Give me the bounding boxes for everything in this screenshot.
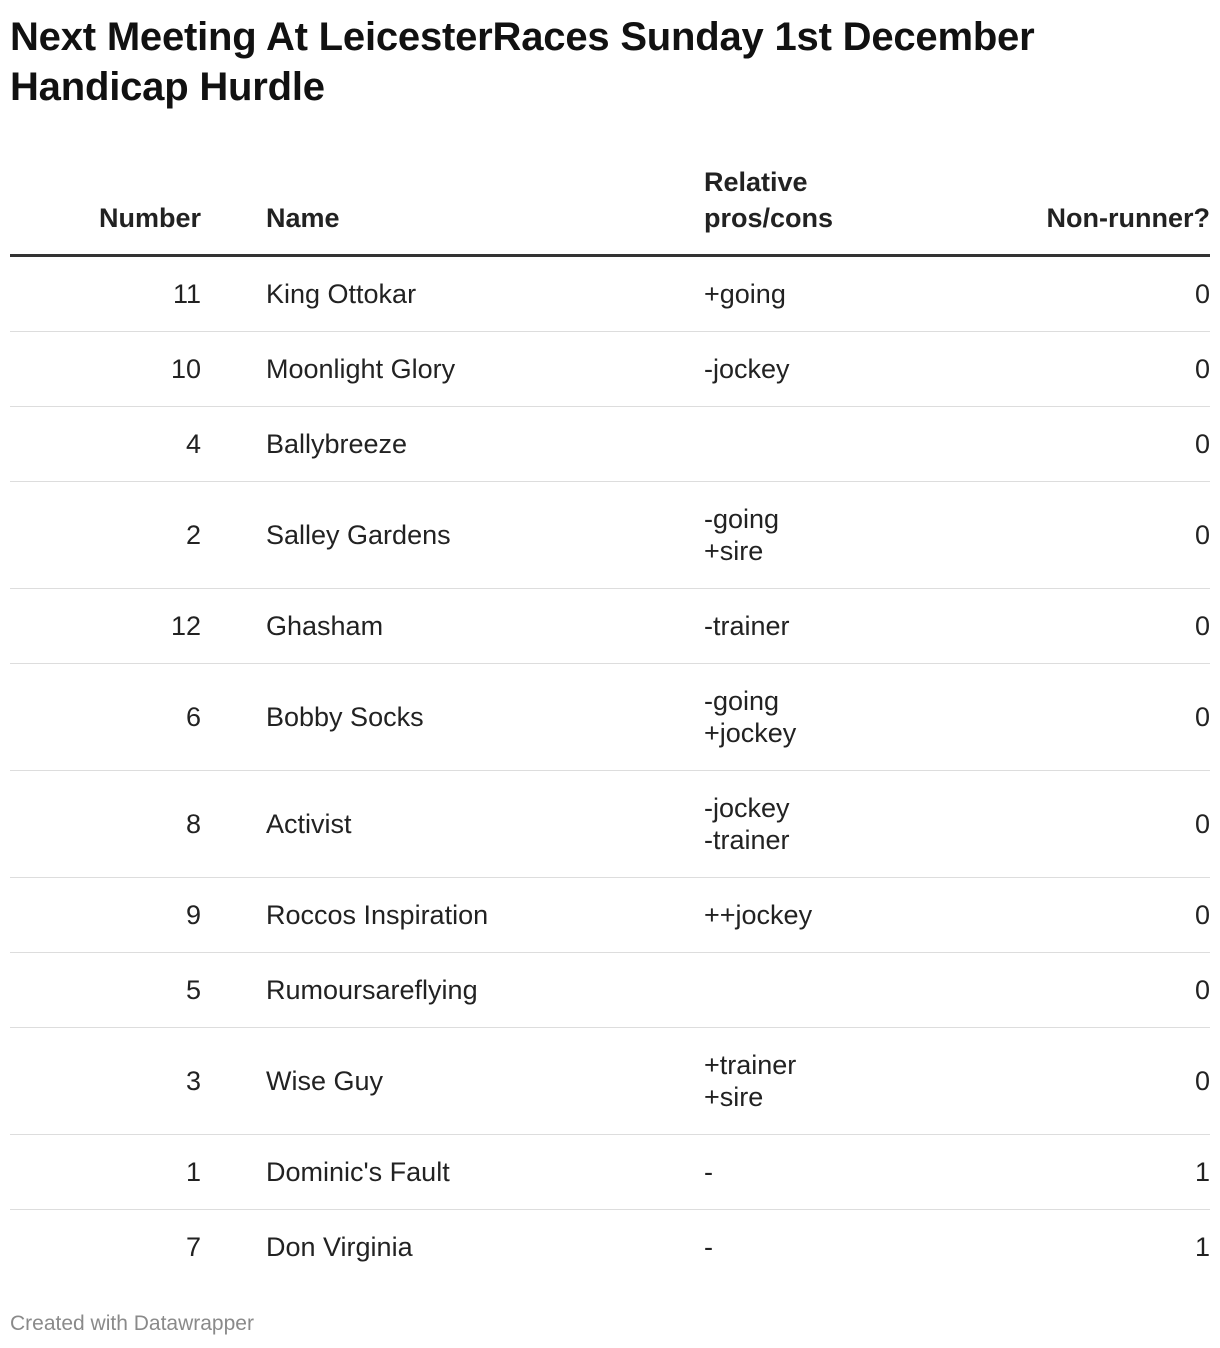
- cell-name: Ballybreeze: [266, 406, 704, 481]
- cell-non-runner: 0: [964, 406, 1210, 481]
- pros-cons-item: -jockey: [704, 792, 790, 823]
- header-pros-cons-label: Relative pros/cons: [704, 166, 834, 233]
- cell-non-runner: 0: [964, 481, 1210, 588]
- cell-spacer: [201, 1027, 266, 1134]
- cell-spacer: [201, 663, 266, 770]
- cell-name: Bobby Socks: [266, 663, 704, 770]
- cell-spacer: [201, 770, 266, 877]
- pros-cons-item: -trainer: [704, 610, 790, 641]
- table-row: [10, 952, 1210, 1027]
- cell-spacer: [201, 588, 266, 663]
- pros-cons-item: ++jockey: [704, 899, 813, 930]
- cell-number: 11: [10, 255, 201, 331]
- header-name: Name: [266, 162, 704, 255]
- cell-name: Don Virginia: [266, 1231, 413, 1262]
- header-pros-cons: [704, 162, 964, 255]
- cell-non-runner: 0: [964, 255, 1210, 331]
- cell-non-runner: 1: [964, 1134, 1210, 1209]
- cell-number: 6: [10, 663, 201, 770]
- table-row: [10, 331, 1210, 406]
- cell-spacer: [201, 1134, 266, 1209]
- chart-title: Next Meeting At LeicesterRaces Sunday 1st December Handicap Hurdle: [10, 15, 1035, 109]
- cell-pros-cons: [704, 770, 964, 877]
- pros-cons-item: -: [704, 1156, 713, 1187]
- cell-name: Dominic's Fault: [266, 1134, 704, 1209]
- cell-pros-cons: [704, 331, 964, 406]
- table-row: [10, 770, 1210, 877]
- header-number: Number: [10, 162, 201, 255]
- race-table: [10, 162, 1210, 1284]
- header-non-runner: Non-runner?: [964, 162, 1210, 255]
- cell-non-runner: 0: [964, 663, 1210, 770]
- cell-spacer: [201, 406, 266, 481]
- cell-non-runner: 0: [964, 952, 1210, 1027]
- table-row: [10, 1209, 1210, 1284]
- table-row: [10, 1134, 1210, 1209]
- cell-pros-cons: [704, 952, 964, 1027]
- pros-cons-item: +sire: [704, 535, 764, 566]
- table-row: [10, 588, 1210, 663]
- cell-pros-cons: [704, 1134, 964, 1209]
- cell-name: Moonlight Glory: [266, 331, 704, 406]
- cell-pros-cons: [704, 1027, 964, 1134]
- cell-number: 1: [10, 1134, 201, 1209]
- cell-pros-cons: [704, 255, 964, 331]
- table-body: [10, 255, 1210, 1284]
- pros-cons-item: -jockey: [704, 353, 790, 384]
- table-row: [10, 663, 1210, 770]
- table-row: [10, 481, 1210, 588]
- table-row: [10, 255, 1210, 331]
- cell-number: 5: [10, 952, 201, 1027]
- table-header: [10, 162, 1210, 255]
- cell-number: 9: [10, 877, 201, 952]
- cell-pros-cons: [704, 481, 964, 588]
- cell-pros-cons: [704, 877, 964, 952]
- cell-name: Wise Guy: [266, 1027, 704, 1134]
- cell-spacer: [201, 877, 266, 952]
- cell-pros-cons: [704, 1209, 964, 1284]
- cell-spacer: [201, 331, 266, 406]
- cell-pros-cons: [704, 588, 964, 663]
- cell-non-runner: 0: [964, 877, 1210, 952]
- cell-spacer: [201, 255, 266, 331]
- cell-non-runner: 0: [964, 770, 1210, 877]
- cell-non-runner: 0: [964, 588, 1210, 663]
- cell-spacer: [201, 952, 266, 1027]
- cell-name: Ghasham: [266, 588, 704, 663]
- pros-cons-item: +going: [704, 278, 786, 309]
- datawrapper-credit: Created with Datawrapper: [10, 1312, 254, 1335]
- cell-spacer: [201, 481, 266, 588]
- cell-spacer: [201, 1209, 266, 1284]
- cell-number: 12: [10, 588, 201, 663]
- cell-pros-cons: [704, 406, 964, 481]
- cell-name: Salley Gardens: [266, 481, 704, 588]
- cell-name: Rumoursareflying: [266, 952, 704, 1027]
- cell-name: King Ottokar: [266, 255, 704, 331]
- cell-non-runner: 0: [964, 1027, 1210, 1134]
- cell-number: 10: [10, 331, 201, 406]
- cell-name: Activist: [266, 770, 704, 877]
- table-row: [10, 877, 1210, 952]
- pros-cons-item: -: [704, 1231, 713, 1262]
- table-row: [10, 406, 1210, 481]
- cell-number: 3: [10, 1027, 201, 1134]
- cell-number: 2: [10, 481, 201, 588]
- pros-cons-item: -going: [704, 685, 780, 716]
- pros-cons-item: +jockey: [704, 717, 797, 748]
- header-spacer: [201, 162, 266, 255]
- cell-non-runner: 0: [964, 331, 1210, 406]
- cell-non-runner: 1: [1194, 1231, 1210, 1262]
- cell-name: Roccos Inspiration: [266, 877, 704, 952]
- pros-cons-item: +sire: [704, 1081, 764, 1112]
- chart-container: [10, 0, 1210, 112]
- cell-pros-cons: [704, 663, 964, 770]
- pros-cons-item: -trainer: [704, 824, 790, 855]
- cell-number: 4: [10, 406, 201, 481]
- pros-cons-item: -going: [704, 503, 780, 534]
- header-row: [10, 162, 1210, 255]
- cell-number: 7: [185, 1231, 201, 1262]
- cell-number: 8: [10, 770, 201, 877]
- table-row: [10, 1027, 1210, 1134]
- pros-cons-item: +trainer: [704, 1049, 797, 1080]
